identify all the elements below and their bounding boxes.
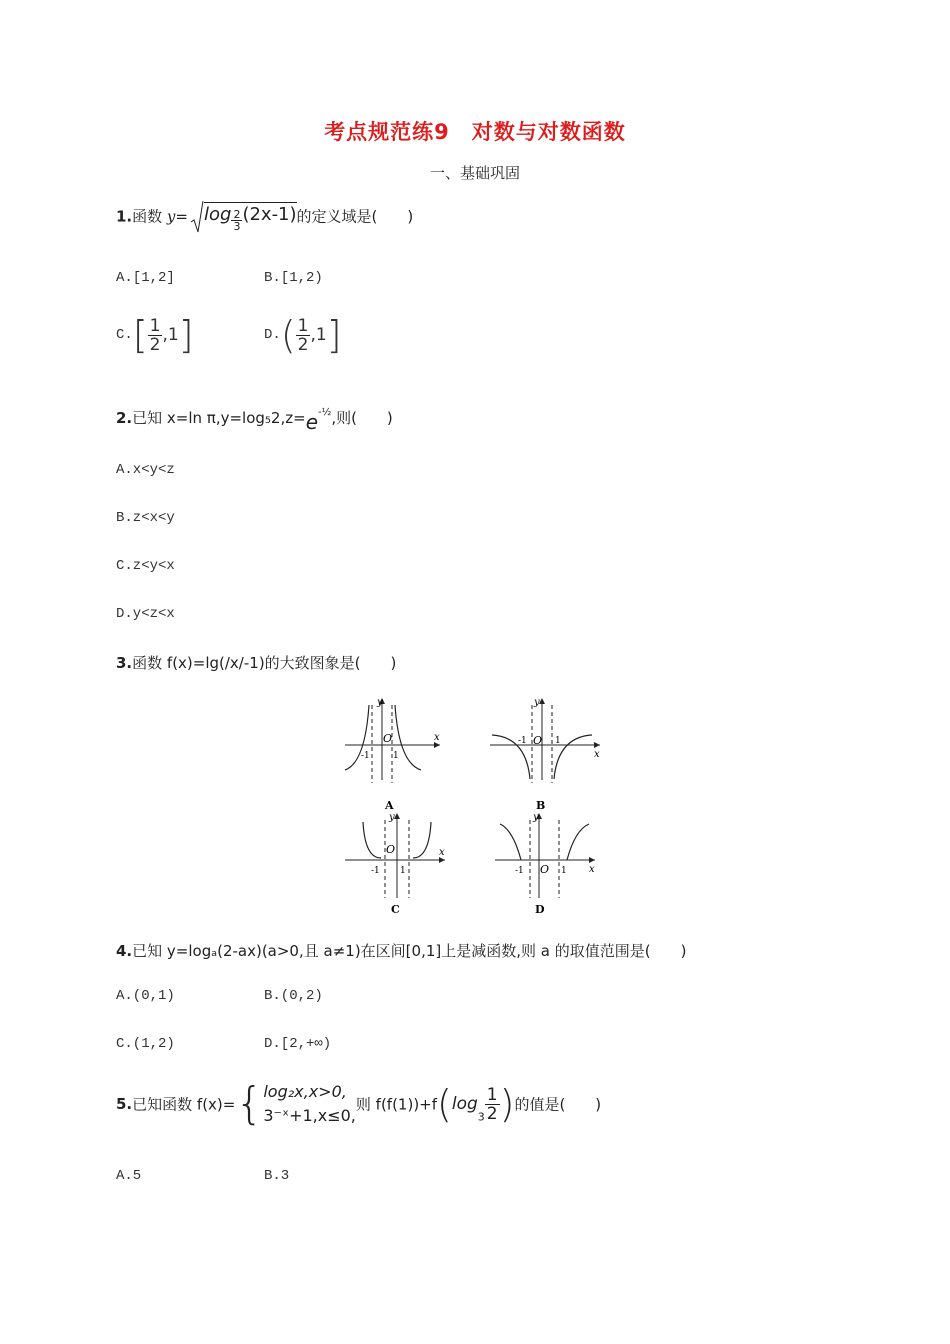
- option-2c: C.z<y<x: [116, 558, 175, 574]
- svg-text:-1: -1: [515, 866, 524, 876]
- option-5a: A.5: [116, 1168, 142, 1184]
- svg-text:x: x: [594, 749, 600, 760]
- svg-text:1: 1: [393, 751, 399, 761]
- svg-text:O: O: [383, 732, 393, 745]
- question-2: 2.已知 x=ln $\pi,y=\log_52,z=e^{-\frac{1}{2}}$,则( ): [116, 407, 393, 434]
- graph-choices: [330, 690, 630, 925]
- log-base: $\frac{2}{3}$: [233, 208, 241, 233]
- svg-text:1: 1: [555, 736, 561, 746]
- svg-text:A: A: [385, 799, 394, 812]
- option-4c: C.(1,2): [116, 1036, 175, 1052]
- svg-text:D: D: [535, 903, 545, 916]
- graph-c: [345, 812, 445, 916]
- svg-text:-1: -1: [361, 751, 370, 761]
- svg-text:-1: -1: [371, 866, 380, 876]
- option-1b: B.[1,2): [264, 270, 323, 286]
- svg-text:-1: -1: [518, 736, 527, 746]
- svg-text:1: 1: [561, 866, 567, 876]
- svg-text:x: x: [589, 864, 595, 875]
- svg-text:y: y: [389, 812, 395, 823]
- piecewise-function: { log₂x,x>0, 3⁻ˣ+1,x≤0,: [235, 1078, 356, 1129]
- question-3: 3.函数 f(x)=lg(/x/-1)的大致图象是( ): [116, 654, 397, 672]
- svg-text:O: O: [533, 734, 543, 747]
- sqrt-expression: log $\frac{2}{3}$ (2x-1): [190, 200, 297, 234]
- option-1a: A.[1,2]: [116, 270, 175, 286]
- option-4d: D.[2,+∞): [264, 1036, 332, 1052]
- svg-text:y: y: [534, 697, 540, 708]
- question-number: 1.: [116, 207, 133, 226]
- section-heading: 一、基础巩固: [429, 164, 520, 182]
- graph-a: [345, 697, 440, 812]
- svg-text:O: O: [386, 843, 396, 856]
- svg-text:x: x: [434, 732, 440, 743]
- option-2a: A.x<y<z: [116, 462, 175, 478]
- option-2d: D.y<z<x: [116, 606, 175, 622]
- svg-text:y: y: [377, 697, 383, 708]
- svg-text:B: B: [536, 799, 546, 812]
- question-4: 4.已知 y=logₐ(2-ax)(a>0,且 a≠1)在区间[0,1]上是减函数,则 a 的取值范围是( ): [116, 942, 687, 960]
- graph-d: [495, 812, 595, 916]
- svg-text:O: O: [540, 863, 550, 876]
- page-title: 考点规范练9 对数与对数函数: [324, 120, 626, 144]
- graph-b: [490, 697, 600, 812]
- sqrt-icon: [190, 200, 204, 234]
- svg-text:1: 1: [400, 866, 406, 876]
- option-1d: D.( $\frac{1}{2}$ ,1]: [264, 313, 342, 357]
- svg-text:C: C: [391, 903, 400, 916]
- option-1c: C.[ $\frac{1}{2}$ ,1]: [116, 313, 194, 357]
- svg-text:x: x: [439, 847, 445, 858]
- question-1: 1.函数 y= log $\frac{2}{3}$ (2x-1)的定义域是( ): [116, 200, 413, 236]
- option-4a: A.(0,1): [116, 988, 175, 1004]
- option-4b: B.(0,2): [264, 988, 323, 1004]
- question-5: 5.已知函数 f(x)={ log₂x,x>0, 3⁻ˣ+1,x≤0, 则 $f(f(1))+f(\log_3$ $\frac{1}{2}$ )的值是( ): [116, 1078, 602, 1129]
- option-2b: B.z<x<y: [116, 510, 175, 526]
- option-5b: B.3: [264, 1168, 290, 1184]
- svg-text:y: y: [533, 812, 539, 823]
